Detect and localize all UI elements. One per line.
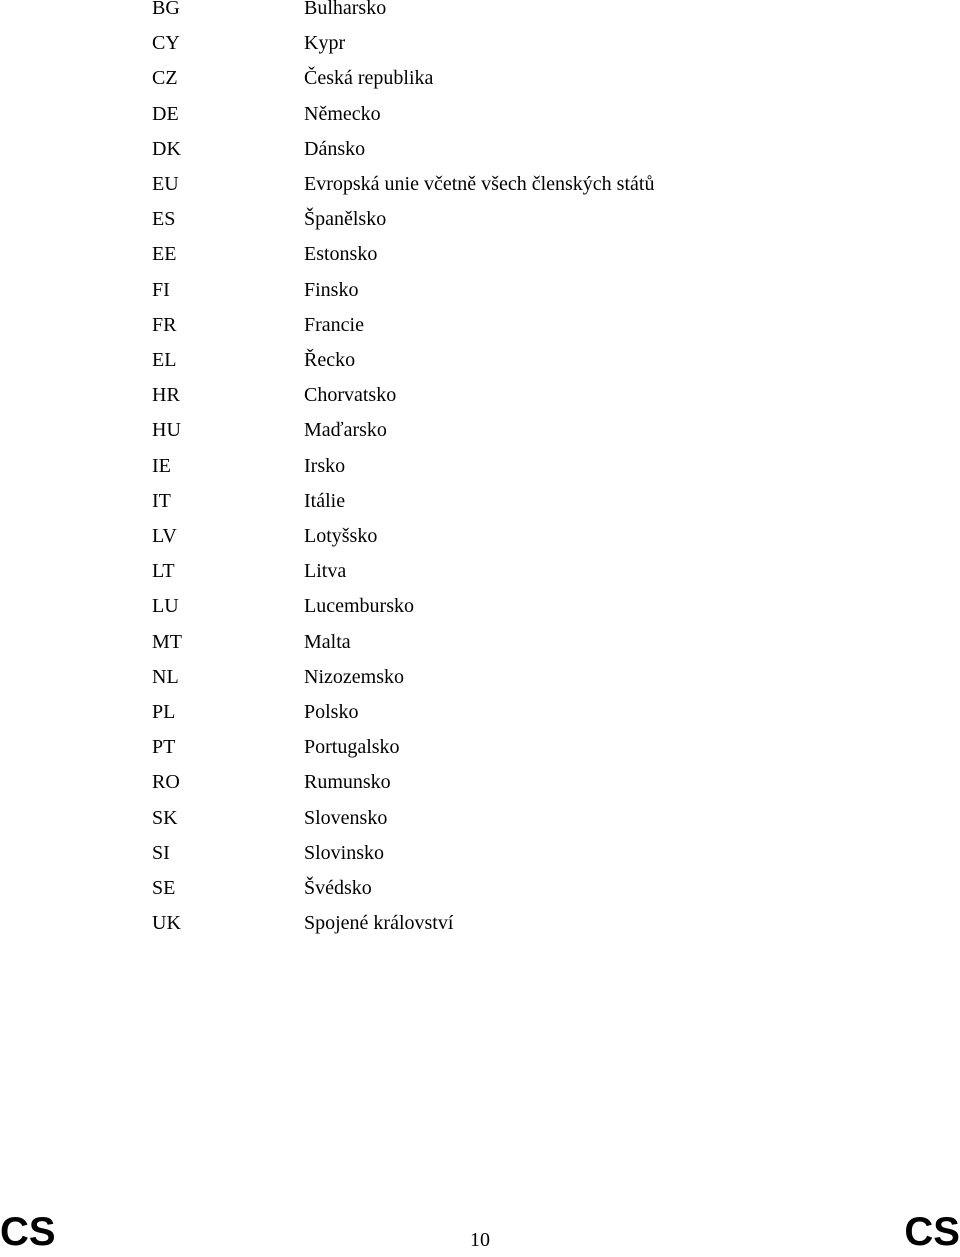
- country-name: Lucembursko: [304, 595, 414, 618]
- country-name: Kypr: [304, 32, 346, 55]
- country-row: [0, 695, 654, 730]
- country-code: HU: [152, 419, 181, 442]
- country-row: [0, 801, 654, 836]
- country-code: EL: [152, 349, 177, 372]
- country-row: [0, 308, 654, 343]
- country-name: Irsko: [304, 454, 346, 477]
- country-code: IE: [152, 454, 171, 477]
- country-code: HR: [152, 384, 180, 407]
- country-code: UK: [152, 912, 181, 935]
- country-row: [0, 519, 654, 554]
- country-row: [0, 449, 654, 484]
- country-row: [0, 273, 654, 308]
- footer-language-code-left: CS: [0, 1210, 56, 1254]
- country-row: [0, 26, 654, 61]
- country-row: [0, 413, 654, 448]
- country-code: DE: [152, 102, 179, 125]
- country-name: Řecko: [304, 349, 356, 372]
- country-name: Estonsko: [304, 243, 378, 266]
- country-row: [0, 132, 654, 167]
- country-name: Slovinsko: [304, 841, 385, 864]
- country-row: [0, 730, 654, 765]
- footer-language-code-right: CS: [904, 1210, 960, 1254]
- country-code: LT: [152, 560, 175, 583]
- country-name: Česká republika: [304, 67, 434, 90]
- country-code: EU: [152, 173, 179, 196]
- country-name: Španělsko: [304, 208, 387, 231]
- country-name: Maďarsko: [304, 419, 387, 442]
- country-code: LV: [152, 525, 177, 548]
- country-row: [0, 484, 654, 519]
- country-row: [0, 625, 654, 660]
- country-row: [0, 343, 654, 378]
- country-code: EE: [152, 243, 177, 266]
- country-code: FR: [152, 313, 177, 336]
- country-row: [0, 554, 654, 589]
- country-row: [0, 765, 654, 800]
- country-code: PL: [152, 701, 176, 724]
- country-code: SK: [152, 806, 178, 829]
- country-row: [0, 836, 654, 871]
- country-name: Malta: [304, 630, 351, 653]
- country-row: [0, 167, 654, 202]
- country-name: Itálie: [304, 489, 346, 512]
- country-code: PT: [152, 736, 176, 759]
- country-name: Finsko: [304, 278, 359, 301]
- country-row: [0, 202, 654, 237]
- country-code: RO: [152, 771, 180, 794]
- country-code: CZ: [152, 67, 178, 90]
- country-row: [0, 871, 654, 906]
- country-name: Bulharsko: [304, 0, 387, 19]
- country-name: Německo: [304, 102, 381, 125]
- country-code: ES: [152, 208, 176, 231]
- country-row: [0, 906, 654, 941]
- country-name: Rumunsko: [304, 771, 391, 794]
- country-code: NL: [152, 665, 179, 688]
- country-code: DK: [152, 137, 181, 160]
- country-code: MT: [152, 630, 182, 653]
- country-code: CY: [152, 32, 180, 55]
- country-row: [0, 589, 654, 624]
- country-code: LU: [152, 595, 179, 618]
- country-code: SE: [152, 877, 176, 900]
- country-name: Francie: [304, 313, 364, 336]
- country-row: [0, 378, 654, 413]
- country-name: Polsko: [304, 701, 359, 724]
- country-name: Nizozemsko: [304, 665, 404, 688]
- country-code: BG: [152, 0, 180, 19]
- country-name: Portugalsko: [304, 736, 400, 759]
- country-code: IT: [152, 489, 171, 512]
- country-name: Dánsko: [304, 137, 366, 160]
- country-code: FI: [152, 278, 170, 301]
- country-code: SI: [152, 841, 170, 864]
- page-number: 10: [470, 1229, 490, 1251]
- country-name: Slovensko: [304, 806, 388, 829]
- country-name: Švédsko: [304, 877, 372, 900]
- country-row: [0, 61, 654, 96]
- country-name: Spojené království: [304, 912, 454, 935]
- country-name: Lotyšsko: [304, 525, 378, 548]
- country-row: [0, 660, 654, 695]
- country-row: [0, 97, 654, 132]
- country-name: Litva: [304, 560, 347, 583]
- country-name: Evropská unie včetně všech členských států: [304, 173, 655, 196]
- country-row: [0, 0, 654, 26]
- country-row: [0, 237, 654, 272]
- country-name: Chorvatsko: [304, 384, 397, 407]
